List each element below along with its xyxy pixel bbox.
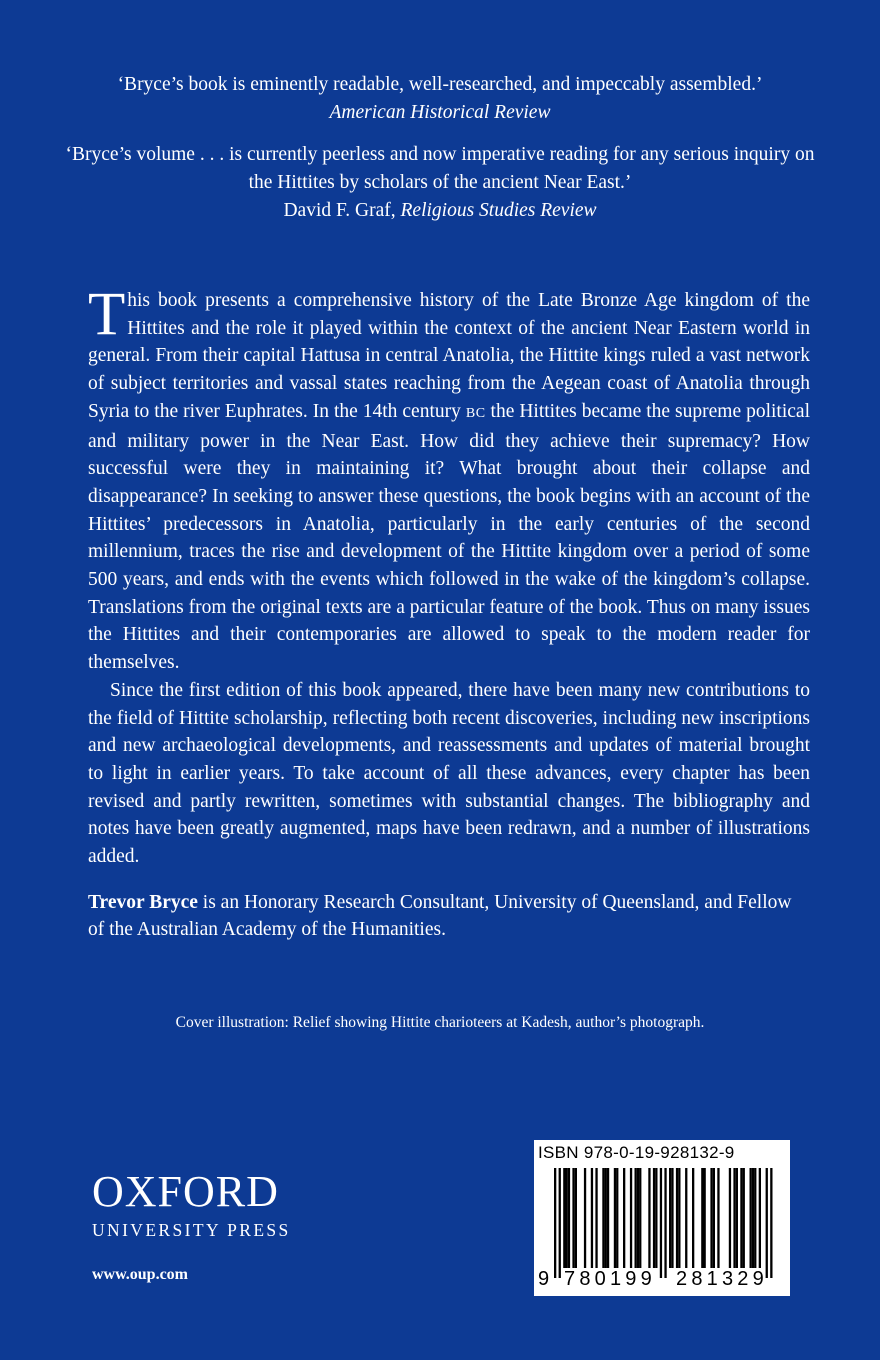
barcode-bar [704, 1168, 706, 1268]
review-quote-1 [60, 71, 820, 127]
barcode-bar [572, 1168, 574, 1268]
barcode-bar [692, 1168, 694, 1268]
barcode-bar [575, 1168, 577, 1268]
barcode-bar [591, 1168, 593, 1268]
isbn-barcode [534, 1140, 790, 1296]
quote-text: ‘Bryce’s volume . . . is currently peerless and now imperative reading for any serious inquiry on the Hittites by scholars of the ancient Near East.’ [65, 144, 815, 193]
author-name: Trevor Bryce [88, 891, 198, 913]
author-bio-text: is an Honorary Research Consultant, University of Queensland, and Fellow of the Australian Academy of the Humanities. [88, 891, 792, 941]
quote-text: ‘Bryce’s book is eminently readable, well-researched, and impeccably assembled.’ [117, 74, 763, 95]
barcode-bar [653, 1168, 655, 1268]
barcode-bar [614, 1168, 616, 1268]
era-abbreviation: BC [465, 405, 486, 421]
description-text-a: This book presents a comprehensive history of the Late Bronze Age kingdom of the Hittites and the role it played within the context of the ancient Near Eastern world in general. From their capital Hattusa in central Anatolia, the Hittite kings ruled a vast network of subject territories and vassal states reaching from the Aegean coast of Anatolia through Syria to the river Euphrates. In the 14th century [88, 281, 810, 422]
barcode-bar [607, 1168, 609, 1268]
publisher-name: OXFORD [92, 1167, 279, 1216]
quote-author: David F. Graf, [283, 200, 401, 221]
barcode-bar [678, 1168, 680, 1268]
publisher-press: UNIVERSITY PRESS [92, 1220, 291, 1240]
barcode-bar [671, 1168, 673, 1268]
publisher-url[interactable]: www.oup.com [92, 1266, 189, 1283]
description-text-b: the Hittites became the supreme political and military power in the Near East. How did they achieve their supremacy? How successful were they in maintaining it? What brought about their collapse and disappearance? In seeking to answer these questions, the book begins with an account of the Hittites’ predecessors in Anatolia, particularly in the early centuries of the second millennium, traces the rise and development of the Hittite kingdom over a period of some 500 years, and ends with the events which followed in the wake of the kingdom’s collapse. Translations from the original texts are a particular feature of the book. Thus on many issues the Hittites and their contemporaries are allowed to speak to the modern reader for themselves. [88, 400, 810, 674]
barcode-bar [635, 1168, 637, 1268]
barcode-digit-first: 9 [538, 1268, 550, 1290]
barcode-bar [729, 1168, 731, 1268]
book-description [88, 281, 810, 944]
barcode-bar [568, 1168, 570, 1268]
barcode-bar [733, 1168, 735, 1268]
barcode-bar [713, 1168, 715, 1268]
barcode-bar [639, 1168, 641, 1268]
barcode-bar [740, 1168, 742, 1268]
barcode-bar [717, 1168, 719, 1268]
barcode-bar [664, 1168, 666, 1278]
quote-attribution [60, 99, 820, 127]
review-quote-2 [60, 141, 820, 225]
barcode-bar [701, 1168, 703, 1268]
barcode-bar [660, 1168, 662, 1278]
author-bio [88, 889, 810, 944]
barcode-bar [559, 1168, 561, 1278]
barcode-bar [736, 1168, 738, 1268]
barcode-bar [710, 1168, 712, 1268]
publisher-logo [92, 1167, 291, 1241]
barcode-bar [554, 1168, 556, 1278]
barcode-bar [759, 1168, 761, 1268]
barcode-bar [602, 1168, 604, 1268]
barcode-bar [605, 1168, 607, 1268]
quote-source: American Historical Review [329, 102, 551, 123]
barcode-bar [595, 1168, 597, 1268]
description-paragraph-1 [88, 281, 810, 677]
barcode-bar [676, 1168, 678, 1268]
barcode-bar [752, 1168, 754, 1268]
isbn-label: ISBN 978-0-19-928132-9 [538, 1143, 735, 1162]
barcode-bar [770, 1168, 772, 1278]
barcode-bar [584, 1168, 586, 1268]
barcode-bar [685, 1168, 687, 1268]
description-text-c: Since the first edition of this book appeared, there have been many new contributions to the field of Hittite scholarship, reflecting both recent discoveries, including new inscriptions and new archaeological developments, and reassessments and updates of material brought to light in earlier years. To take account of all these advances, every chapter has been revised and partly rewritten, sometimes with substantial changes. The bibliography and notes have been greatly augmented, maps have been redrawn, and a number of illustrations added. [88, 679, 810, 868]
barcode-bar [563, 1168, 565, 1268]
barcode-bar [630, 1168, 632, 1268]
barcode-bar [766, 1168, 768, 1278]
description-paragraph-2 [88, 677, 810, 871]
barcode-bar [566, 1168, 568, 1268]
barcode-digits-right: 281329 [676, 1268, 768, 1290]
barcode-bar [743, 1168, 745, 1268]
review-quotes [60, 71, 820, 239]
barcode-digits-left: 780199 [564, 1268, 656, 1290]
barcode-bar [616, 1168, 618, 1268]
barcode-bar [648, 1168, 650, 1268]
barcode-bar [750, 1168, 752, 1268]
cover-credit: Cover illustration: Relief showing Hittite charioteers at Kadesh, author’s photograph. [175, 1014, 705, 1031]
barcode-bar [623, 1168, 625, 1268]
quote-source: Religious Studies Review [400, 200, 597, 221]
barcode-bar [669, 1168, 671, 1268]
barcode-bar [754, 1168, 756, 1268]
quote-attribution [60, 197, 820, 225]
barcode-bar [655, 1168, 657, 1268]
barcode-bar [637, 1168, 639, 1268]
